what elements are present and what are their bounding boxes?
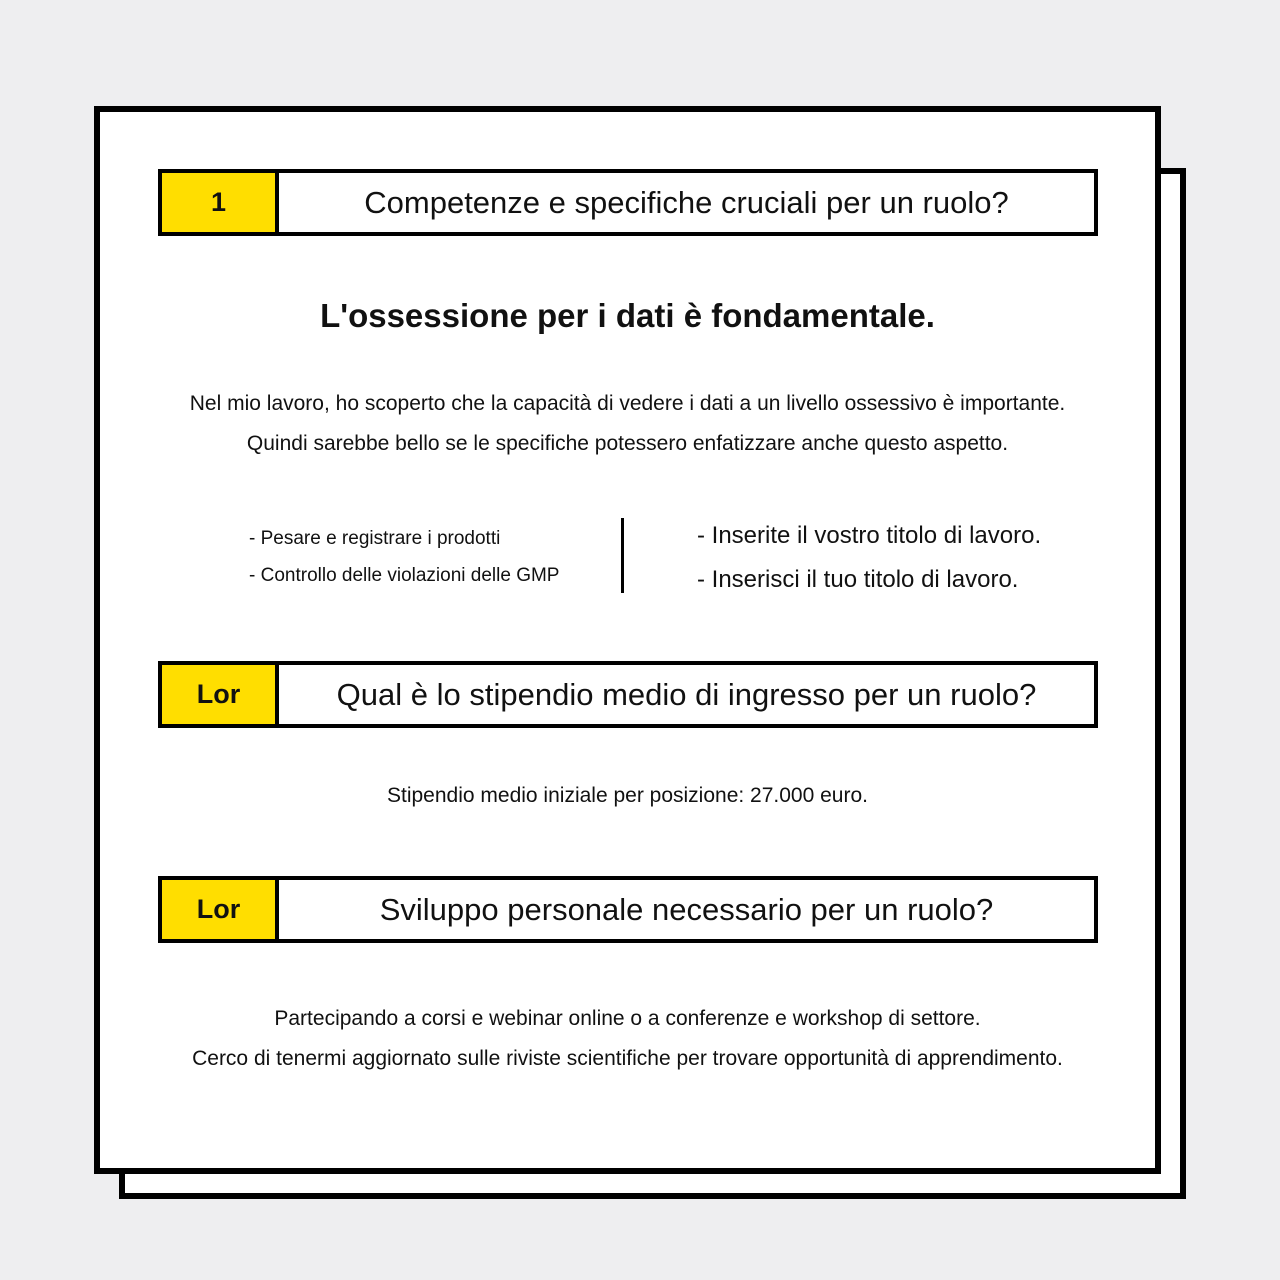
question-bar-1 <box>158 169 1098 236</box>
question-bar-2 <box>158 661 1098 728</box>
salary-answer: Stipendio medio iniziale per posizione: 27.000 euro. <box>387 784 868 807</box>
question-title: Qual è lo stipendio medio di ingresso per un ruolo? <box>336 676 1037 712</box>
vertical-divider <box>621 518 624 593</box>
question-bar-3 <box>158 876 1098 943</box>
question-number-badge: Lor <box>162 665 279 724</box>
list-item: - Inserisci il tuo titolo di lavoro. <box>697 566 1019 593</box>
answer-paragraph <box>100 384 1155 464</box>
answer-headline: L'ossessione per i dati è fondamentale. <box>320 297 935 334</box>
job-title-list <box>697 514 1041 602</box>
paragraph-line: Quindi sarebbe bello se le specifiche potessero enfatizzare anche questo aspetto. <box>246 432 1009 455</box>
question-title: Sviluppo personale necessario per un ruolo? <box>379 891 994 927</box>
paragraph-line: Nel mio lavoro, ho scoperto che la capacità di vedere i dati a un livello ossessivo è importante. <box>189 392 1066 415</box>
list-item: - Controllo delle violazioni delle GMP <box>249 565 560 586</box>
paragraph-line: Partecipando a corsi e webinar online o a conferenze e workshop di settore. <box>274 1007 981 1030</box>
list-item: - Inserite il vostro titolo di lavoro. <box>697 522 1042 549</box>
task-list <box>249 520 559 594</box>
question-title: Competenze e specifiche cruciali per un ruolo? <box>364 184 1009 220</box>
question-number-badge: Lor <box>162 880 279 939</box>
development-answer <box>100 999 1155 1079</box>
list-item: - Pesare e registrare i prodotti <box>249 528 501 549</box>
question-number-badge: 1 <box>162 173 279 232</box>
paragraph-line: Cerco di tenermi aggiornato sulle riviste scientifiche per trovare opportunità di apprendimento. <box>192 1047 1063 1070</box>
